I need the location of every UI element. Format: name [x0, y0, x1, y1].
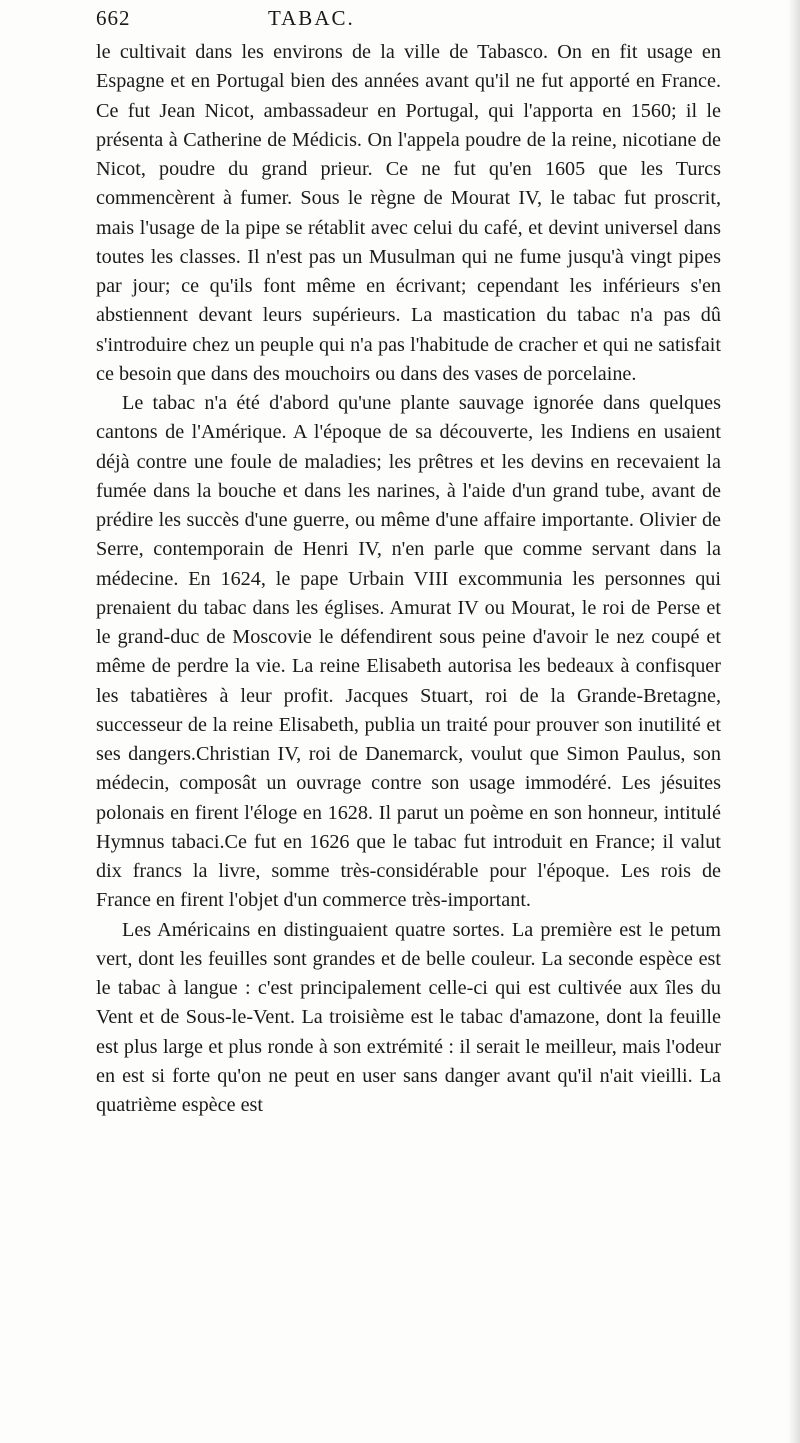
body-text — [96, 38, 721, 1120]
paragraph: Le tabac n'a été d'abord qu'une plante sauvage ignorée dans quelques cantons de l'Amérique. A l'époque de sa découverte, les Indiens en usaient déjà contre une foule de maladies; les prêtres et les devins en recevaient la fumée dans la bouche et dans les narines, à l'aide d'un grand tube, avant de prédire les succès d'une guerre, ou même d'une affaire importante. Olivier de Serre, contemporain de Henri IV, n'en parle que comme servant dans la médecine. En 1624, le pape Urbain VIII excommunia les personnes qui prenaient du tabac dans les églises. Amurat IV ou Mourat, le roi de Perse et le grand-duc de Moscovie le défendirent sous peine d'avoir le nez coupé et même de perdre la vie. La reine Elisabeth autorisa les bedeaux à confisquer les tabatières à leur profit. Jacques Stuart, roi de la Grande-Bretagne, successeur de la reine Elisabeth, publia un traité pour prouver son inutilité et ses dangers.Christian IV, roi de Danemarck, voulut que Simon Paulus, son médecin, composât un ouvrage contre son usage immodéré. Les jésuites polonais en firent l'éloge en 1628. Il parut un poème en son honneur, intitulé Hymnus tabaci.Ce fut en 1626 que le tabac fut introduit en France; il valut dix francs la livre, somme très-considérable pour l'époque. Les rois de France en firent l'objet d'un commerce très-important. — [96, 392, 721, 912]
paragraph: Les Américains en distinguaient quatre sortes. La première est le petum vert, dont les feuilles sont grandes et de belle couleur. La seconde espèce est le tabac à langue : c'est principalement celle-ci qui est cultivée aux îles du Vent et de Sous-le-Vent. La troisième est le tabac d'amazone, dont la feuille est plus large et plus ronde à son extrémité : il serait le meilleur, mais l'odeur en est si forte qu'on ne peut en user sans danger avant qu'il n'ait vieilli. La quatrième espèce est — [96, 918, 721, 1116]
page-number: 662 — [96, 6, 131, 30]
page-header — [96, 6, 716, 32]
paragraph: le cultivait dans les environs de la ville de Tabasco. On en fit usage en Espagne et en Portugal bien des années avant qu'il ne fut apporté en France. Ce fut Jean Nicot, ambassadeur en Portugal, qui l'apporta en 1560; il le présenta à Catherine de Médicis. On l'appela poudre de la reine, nicotiane de Nicot, poudre du grand prieur. Ce ne fut qu'en 1605 que les Turcs commencèrent à fumer. Sous le règne de Mourat IV, le tabac fut proscrit, mais l'usage de la pipe se rétablit avec celui du café, et devint universel dans toutes les classes. Il n'est pas un Musulman qui ne fume jusqu'à vingt pipes par jour; ce qu'ils font même en écrivant; cependant les inférieurs s'en abstiennent devant leurs supérieurs. La mastication du tabac n'a pas dû s'introduire chez un peuple qui n'a pas l'habitude de cracher et qui ne satisfait ce besoin que dans des mouchoirs ou dans des vases de porcelaine. — [96, 41, 721, 385]
page-edge-shadow — [788, 0, 800, 1443]
running-title: TABAC. — [268, 6, 355, 30]
